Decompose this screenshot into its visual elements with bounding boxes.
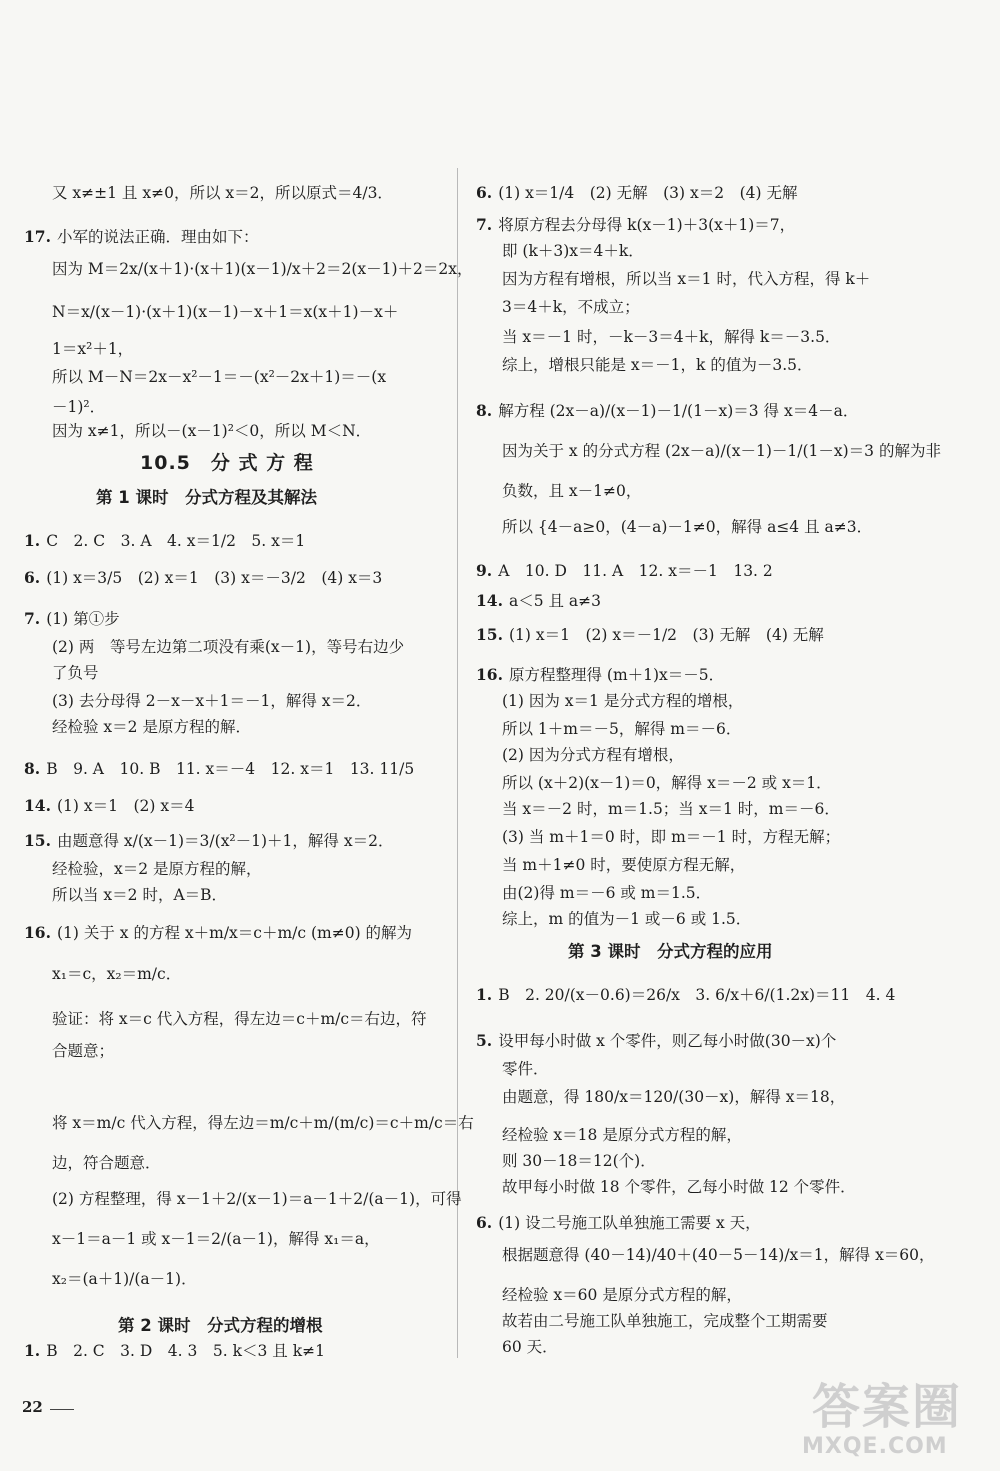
answer-text: 当 x＝－2 时，m＝1.5；当 x＝1 时，m＝－6． — [502, 800, 840, 818]
answer-line — [476, 1030, 836, 1052]
answer-line — [52, 662, 99, 684]
answer-text: B 9. A 10. B 11. x＝－4 12. x＝1 13. 11/5 — [46, 760, 415, 778]
answer-text: (2) 两 等号左边第二项没有乘(x－1)，等号右边少 — [52, 638, 405, 656]
answer-text: 综上，增根只能是 x＝－1，k 的值为－3.5． — [502, 356, 813, 374]
answer-text: 经检验，x＝2 是原方程的解， — [52, 860, 262, 878]
answer-line — [502, 908, 751, 930]
answer-line — [502, 772, 832, 794]
answer-text: a＜5 且 a≠3 — [508, 592, 602, 610]
answer-text: 60 天． — [502, 1338, 558, 1356]
answer-line — [502, 882, 711, 904]
answer-text: 当 m＋1≠0 时，要使原方程无解， — [502, 856, 746, 874]
question-number: 17. — [24, 227, 51, 246]
answer-line — [476, 1212, 761, 1234]
question-number: 6. — [24, 568, 41, 587]
answer-text: 当 x＝－1 时，－k－3＝4＋k，解得 k＝－3.5． — [502, 328, 841, 346]
watermark-logo: 答案圈 — [812, 1379, 963, 1435]
answer-line — [52, 963, 181, 985]
question-number: 14. — [476, 591, 503, 610]
answer-line — [52, 182, 393, 204]
answer-line — [502, 798, 840, 820]
answer-text: (3) 去分母得 2－x－x＋1＝－1，解得 x＝2． — [52, 692, 372, 710]
answer-line — [502, 1176, 856, 1198]
answer-line — [502, 718, 741, 740]
answer-line — [52, 1268, 197, 1290]
answer-line — [24, 830, 393, 852]
answer-line — [52, 1228, 380, 1250]
answer-text: 所以 {4－a≥0，(4－a)－1≠0，解得 a≤4 且 a≠3． — [502, 518, 873, 536]
answer-text: x₁＝c，x₂＝m/c． — [52, 965, 182, 983]
question-number: 1. — [24, 531, 41, 550]
answer-line — [476, 182, 798, 204]
page-number-dash — [50, 1409, 74, 1410]
answer-line — [24, 608, 120, 630]
answer-text: 解方程 (2x－a)/(x－1)－1/(1－x)＝3 得 x＝4－a． — [498, 402, 859, 420]
answer-text: 经检验 x＝2 是原方程的解． — [52, 718, 251, 736]
answer-line — [52, 1152, 161, 1174]
answer-line — [24, 1340, 325, 1362]
answer-text: 小军的说法正确．理由如下： — [56, 228, 259, 246]
answer-text: 边，符合题意． — [52, 1154, 161, 1172]
answer-text: (1) 因为 x＝1 是分式方程的增根， — [502, 692, 744, 710]
answer-text: －1)²． — [52, 398, 106, 416]
answer-text: 验证：将 x＝c 代入方程，得左边＝c＋m/c＝右边，符 — [52, 1010, 427, 1028]
answer-line — [476, 624, 824, 646]
answer-line — [24, 567, 382, 589]
answer-line — [502, 1336, 558, 1358]
answer-text: 零件． — [502, 1060, 549, 1078]
answer-text: 故甲每小时做 18 个零件，乙每小时做 12 个零件． — [502, 1178, 856, 1196]
answer-text: (1) 关于 x 的方程 x＋m/x＝c＋m/c (m≠0) 的解为 — [56, 924, 413, 942]
answer-line — [476, 560, 773, 582]
answer-line — [52, 1040, 114, 1062]
answer-line — [24, 758, 414, 780]
answer-line — [52, 1112, 474, 1134]
answer-line — [502, 1086, 845, 1108]
answer-text: (1) x＝1 (2) x＝－1/2 (3) 无解 (4) 无解 — [508, 626, 824, 644]
answer-text: 根据题意得 (40－14)/40＋(40－5－14)/x＝1，解得 x＝60， — [502, 1246, 935, 1264]
answer-line — [476, 664, 724, 686]
answer-line — [52, 301, 398, 323]
answer-text: (2) 方程整理，得 x－1＋2/(x－1)＝a－1＋2/(a－1)，可得 — [52, 1190, 462, 1208]
lesson3-heading: 第 3 课时 分式方程的应用 — [568, 942, 773, 961]
question-number: 8. — [24, 759, 41, 778]
answer-line — [502, 854, 745, 876]
question-number: 1. — [476, 985, 493, 1004]
answer-text: 因为 M＝2x/(x＋1)·(x＋1)(x－1)/x＋2＝2(x－1)＋2＝2x， — [52, 260, 473, 278]
answer-line — [502, 1284, 742, 1306]
answer-text: (1) x＝1/4 (2) 无解 (3) x＝2 (4) 无解 — [498, 184, 798, 202]
page-number: 22 — [22, 1398, 43, 1416]
answer-text: 因为关于 x 的分式方程 (2x－a)/(x－1)－1/(1－x)＝3 的解为非 — [502, 442, 941, 460]
answer-line — [24, 530, 305, 552]
answer-line — [502, 1150, 656, 1172]
answer-text: 由题意得 x/(x－1)＝3/(x²－1)＋1，解得 x＝2． — [56, 832, 394, 850]
question-number: 16. — [24, 923, 51, 942]
answer-text: 原方程整理得 (m＋1)x＝－5． — [508, 666, 725, 684]
answer-text: 经检验 x＝60 是原分式方程的解， — [502, 1286, 742, 1304]
answer-line — [502, 1058, 549, 1080]
answer-line — [502, 354, 813, 376]
answer-line — [502, 744, 684, 766]
answer-text: 经检验 x＝18 是原分式方程的解， — [502, 1126, 742, 1144]
answer-text: x－1＝a－1 或 x－1＝2/(a－1)，解得 x₁＝a， — [52, 1230, 380, 1248]
question-number: 1. — [24, 1341, 41, 1360]
answer-line — [476, 214, 795, 236]
answer-line — [24, 795, 194, 817]
answer-line — [52, 420, 371, 442]
answer-text: 1＝x²＋1， — [52, 340, 134, 358]
answer-line — [52, 1188, 462, 1210]
question-number: 8. — [476, 401, 493, 420]
answer-text: 所以 (x＋2)(x－1)＝0，解得 x＝－2 或 x＝1． — [502, 774, 832, 792]
answer-text: 合题意； — [52, 1042, 115, 1060]
answer-text: (1) x＝1 (2) x＝4 — [56, 797, 195, 815]
question-number: 7. — [24, 609, 41, 628]
answer-line — [502, 826, 840, 848]
answer-text: 由(2)得 m＝－6 或 m＝1.5． — [502, 884, 712, 902]
section-heading: 10.5 分 式 方 程 — [140, 452, 314, 474]
answer-line — [52, 858, 262, 880]
answer-line — [52, 636, 404, 658]
answer-line — [502, 690, 743, 712]
question-number: 5. — [476, 1031, 493, 1050]
answer-line — [502, 1124, 742, 1146]
answer-line — [52, 884, 227, 906]
answer-text: 则 30－18＝12(个)． — [502, 1152, 656, 1170]
answer-line — [502, 240, 644, 262]
answer-text: (1) 第①步 — [46, 610, 120, 628]
answer-text: 因为 x≠1，所以－(x－1)²＜0，所以 M＜N． — [52, 422, 372, 440]
answer-text: 因为方程有增根，所以当 x＝1 时，代入方程，得 k＋ — [502, 270, 871, 288]
answer-text: (3) 当 m＋1＝0 时，即 m＝－1 时，方程无解； — [502, 828, 841, 846]
answer-text: 所以 M－N＝2x－x²－1＝－(x²－2x＋1)＝－(x — [52, 368, 387, 386]
answer-line — [502, 268, 870, 290]
answer-text: 3＝4＋k，不成立； — [502, 298, 640, 316]
answer-text: 所以 1＋m＝－5，解得 m＝－6． — [502, 720, 742, 738]
answer-text: 将 x＝m/c 代入方程，得左边＝m/c＋m/(m/c)＝c＋m/c＝右 — [52, 1114, 474, 1132]
question-number: 6. — [476, 1213, 493, 1232]
answer-text: (2) 因为分式方程有增根， — [502, 746, 684, 764]
question-number: 15. — [24, 831, 51, 850]
answer-text: B 2. C 3. D 4. 3 5. k＜3 且 k≠1 — [46, 1342, 325, 1360]
answer-line — [52, 690, 371, 712]
lesson2-heading: 第 2 课时 分式方程的增根 — [118, 1316, 323, 1335]
question-number: 15. — [476, 625, 503, 644]
answer-text: x₂＝(a＋1)/(a－1)． — [52, 1270, 197, 1288]
answer-line — [476, 984, 895, 1006]
answer-text: N＝x/(x－1)·(x＋1)(x－1)－x＋1＝x(x＋1)－x＋ — [52, 303, 399, 321]
answer-text: 综上，m 的值为－1 或－6 或 1.5． — [502, 910, 752, 928]
answer-text: 了负号 — [52, 664, 99, 682]
answer-text: C 2. C 3. A 4. x＝1/2 5. x＝1 — [46, 532, 306, 550]
question-number: 16. — [476, 665, 503, 684]
answer-line — [52, 396, 105, 418]
answer-line — [502, 326, 840, 348]
lesson1-heading: 第 1 课时 分式方程及其解法 — [96, 488, 317, 507]
answer-line — [24, 226, 258, 248]
answer-text: 故若由二号施工队单独施工，完成整个工期需要 — [502, 1312, 828, 1330]
answer-line — [502, 516, 872, 538]
answer-text: 负数，且 x－1≠0， — [502, 482, 642, 500]
watermark-url: MXQE.COM — [802, 1434, 948, 1459]
answer-line — [476, 590, 601, 612]
answer-line — [52, 366, 386, 388]
answer-text: 设甲每小时做 x 个零件，则乙每小时做(30－x)个 — [498, 1032, 837, 1050]
question-number: 14. — [24, 796, 51, 815]
answer-line — [502, 296, 640, 318]
answer-line — [52, 716, 251, 738]
answer-line — [52, 258, 473, 280]
answer-text: 将原方程去分母得 k(x－1)＋3(x＋1)＝7， — [498, 216, 796, 234]
question-number: 6. — [476, 183, 493, 202]
answer-line — [476, 400, 858, 422]
answer-text: B 2. 20/(x－0.6)＝26/x 3. 6/x＋6/(1.2x)＝11 4. 4 — [498, 986, 896, 1004]
answer-text: (1) 设二号施工队单独施工需要 x 天， — [498, 1214, 761, 1232]
answer-line — [52, 1008, 427, 1030]
watermark — [772, 1368, 992, 1468]
question-number: 9. — [476, 561, 493, 580]
answer-text: 所以当 x＝2 时，A＝B． — [52, 886, 228, 904]
answer-text: 又 x≠±1 且 x≠0，所以 x＝2，所以原式＝4/3． — [52, 184, 393, 202]
answer-line — [502, 1310, 828, 1332]
answer-line — [502, 440, 941, 462]
answer-text: 即 (k＋3)x＝4＋k． — [502, 242, 644, 260]
answer-text: (1) x＝3/5 (2) x＝1 (3) x＝－3/2 (4) x＝3 — [46, 569, 383, 587]
answer-text: A 10. D 11. A 12. x＝－1 13. 2 — [498, 562, 773, 580]
question-number: 7. — [476, 215, 493, 234]
answer-line — [52, 338, 133, 360]
column-divider — [457, 168, 458, 1358]
answer-line — [502, 1244, 935, 1266]
answer-line — [502, 480, 641, 502]
answer-text: 由题意，得 180/x＝120/(30－x)，解得 x＝18， — [502, 1088, 846, 1106]
answer-line — [24, 922, 412, 944]
